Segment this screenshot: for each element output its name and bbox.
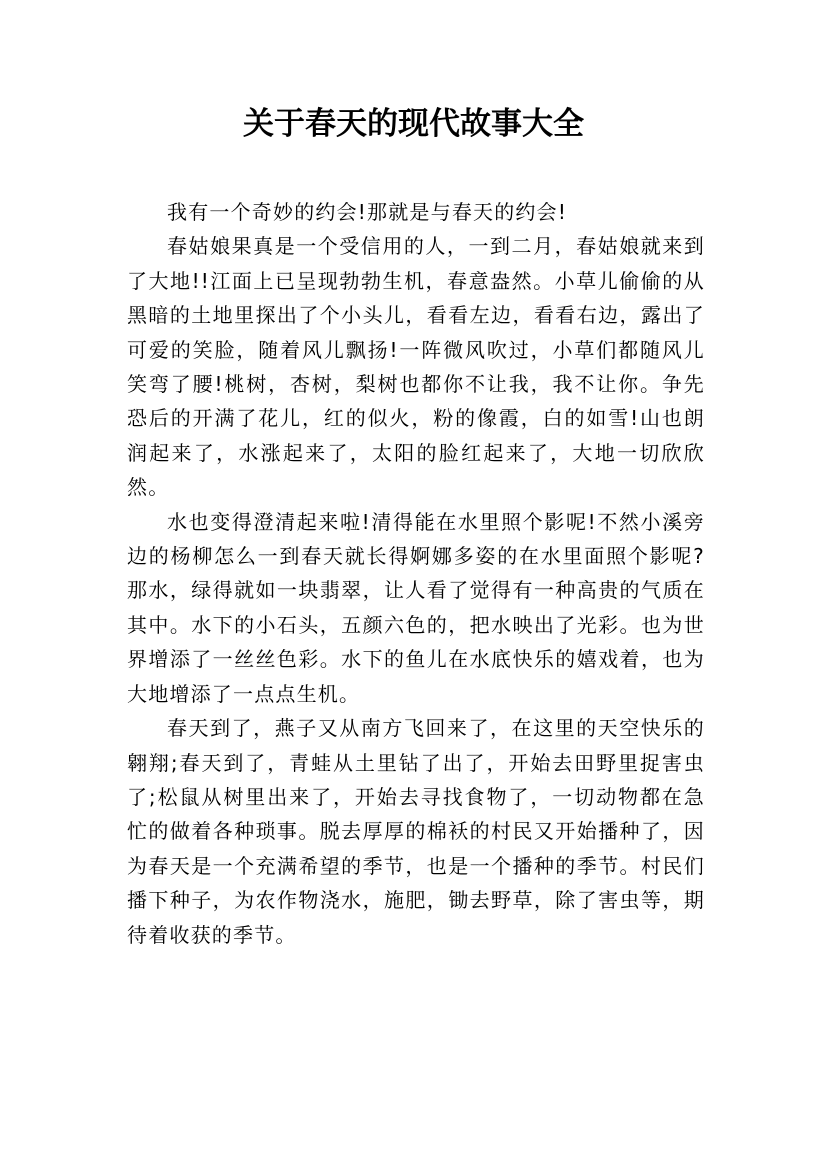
paragraph-2: 春姑娘果真是一个受信用的人，一到二月，春姑娘就来到了大地!!江面上已呈现勃勃生机，春意盎然。小草儿偷偷的从黑暗的土地里探出了个小头儿，看看左边，看看右边，露出了可爱的笑脸，随着风儿飘扬!一阵微风吹过，小草们都随风儿笑弯了腰!桃树，杏树，梨树也都你不让我，我不让你。争先恐后的开满了花儿，红的似火，粉的像霞，白的如雪!山也朗润起来了，水涨起来了，太阳的脸红起来了，大地一切欣欣然。 <box>127 234 705 500</box>
paragraph-4: 春天到了，燕子又从南方飞回来了，在这里的天空快乐的翱翔;春天到了，青蛙从土里钻了出了，开始去田野里捉害虫了;松鼠从树里出来了，开始去寻找食物了，一切动物都在急忙的做着各种琐事。脱去厚厚的棉袄的村民又开始播种了，因为春天是一个充满希望的季节，也是一个播种的季节。村民们播下种子，为农作物浇水，施肥，锄去野草，除了害虫等，期待着收获的季节。 <box>127 716 705 947</box>
paragraph-3: 水也变得澄清起来啦!清得能在水里照个影呢!不然小溪旁边的杨柳怎么一到春天就长得婀娜多姿的在水里面照个影呢?那水，绿得就如一块翡翠，让人看了觉得有一种高贵的气质在其中。水下的小石头，五颜六色的，把水映出了光彩。也为世界增添了一丝丝色彩。水下的鱼儿在水底快乐的嬉戏着，也为大地增添了一点点生机。 <box>127 509 705 706</box>
paragraph-1: 我有一个奇妙的约会!那就是与春天的约会! <box>167 200 568 224</box>
document-title: 关于春天的现代故事大全 <box>243 106 584 142</box>
document-body <box>127 195 705 952</box>
